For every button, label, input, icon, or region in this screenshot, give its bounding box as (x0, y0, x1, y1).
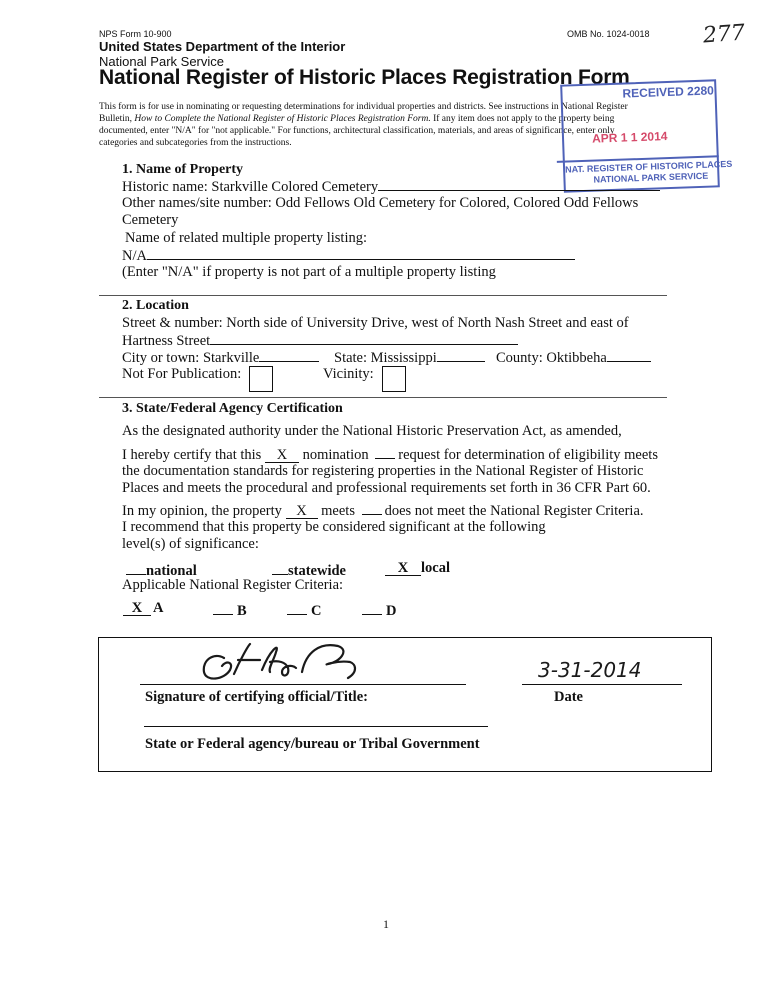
certify-request-blank (375, 446, 395, 459)
level-local (385, 560, 450, 577)
state-text: State: Mississippi (334, 350, 437, 366)
level-national-label: national (146, 563, 197, 579)
multiple-property-line (147, 247, 575, 260)
authority-statement: As the designated authority under the National Historic Preservation Act, as amended, (122, 423, 622, 439)
recommend-line-2: level(s) of significance: (122, 536, 259, 552)
state-line (437, 349, 485, 362)
historic-name (122, 178, 660, 196)
level-national-mark[interactable] (126, 560, 146, 575)
intro-text (99, 101, 628, 149)
section-divider-1 (99, 295, 667, 296)
criteria-d-mark[interactable] (362, 600, 382, 615)
not-for-publication-checkbox[interactable] (249, 366, 273, 392)
street-line-2-text: Hartness Street (122, 333, 211, 349)
multiple-property-note: (Enter "N/A" if property is not part of a multiple property listing (122, 264, 496, 280)
page-number: 1 (383, 917, 389, 931)
intro-line-2 (99, 113, 628, 125)
other-names-line-1: Other names/site number: Odd Fellows Old Cemetery for Colored, Colored Odd Fellows (122, 195, 639, 211)
opinion-meets-text: meets (321, 503, 355, 519)
intro-line-1: This form is for use in nominating or requesting determinations for individual properties and districts. See instructions in National Register (99, 102, 628, 112)
section-3-heading: 3. State/Federal Agency Certification (122, 401, 343, 416)
criteria-c (287, 600, 321, 620)
criteria-d (362, 600, 396, 620)
multiple-property-value (122, 247, 575, 265)
vicinity-label: Vicinity: (323, 366, 374, 382)
intro-bulletin-title: How to Complete the National Register of Historic Places Registration Form. (134, 114, 431, 124)
street-line-2 (122, 332, 518, 350)
county-text: County: Oktibbeha (496, 350, 607, 366)
department-name: United States Department of the Interior (99, 39, 346, 54)
agency-name: National Park Service (99, 54, 224, 69)
level-statewide-mark[interactable] (272, 560, 288, 575)
historic-name-text: Historic name: Starkville Colored Cemetery (122, 179, 379, 195)
certify-nomination-mark: X (265, 448, 299, 463)
stamp-office-line-1: NAT. REGISTER OF HISTORIC PLACES (564, 158, 733, 175)
criteria-c-mark[interactable] (287, 600, 307, 615)
signature-date: 3-31-2014 (538, 658, 642, 682)
intro-line-4: categories and subcategories from the instructions. (99, 138, 292, 148)
certify-pre: I hereby certify that this (122, 447, 262, 463)
other-names-line-2: Cemetery (122, 212, 179, 228)
handwritten-page-number: 277 (702, 20, 746, 49)
level-local-label: local (421, 560, 450, 576)
stamp-date: APR 1 1 2014 (591, 129, 668, 146)
criteria-b-label: B (237, 603, 247, 619)
intro-line-3: documented, enter "N/A" for "not applicable." For functions, architectural classification, materials, and areas of significance, enter only (99, 126, 615, 136)
vicinity-checkbox[interactable] (382, 366, 406, 392)
street-line-blank (210, 332, 518, 345)
agency-line (144, 726, 488, 727)
section-2-heading: 2. Location (122, 298, 189, 313)
certify-nomination-text: nomination (302, 447, 369, 463)
certify-line-1 (122, 446, 658, 464)
stamp-received: RECEIVED 2280 (622, 83, 715, 101)
criteria-c-label: C (311, 603, 322, 619)
city-field (122, 349, 319, 367)
stamp-office-line-2: NATIONAL PARK SERVICE (593, 170, 709, 185)
form-number: NPS Form 10-900 (99, 29, 172, 39)
section-divider-2 (99, 397, 667, 398)
county-field (496, 349, 651, 367)
criteria-b-mark[interactable] (213, 600, 233, 615)
opinion-line (122, 502, 644, 520)
multiple-property-value-text: N/A (122, 248, 147, 264)
not-for-publication-label: Not For Publication: (122, 366, 242, 382)
opinion-not-meet-blank (362, 502, 382, 515)
city-text: City or town: Starkville (122, 350, 260, 366)
criteria-a-mark[interactable]: X (123, 601, 151, 616)
intro-line-2-pre: Bulletin, (99, 114, 135, 124)
criteria-a-label: A (153, 600, 164, 616)
street-line-1: Street & number: North side of University Drive, west of North Nash Street and east of (122, 315, 629, 331)
multiple-property-label: Name of related multiple property listing: (125, 230, 368, 246)
agency-label: State or Federal agency/bureau or Tribal Government (145, 736, 480, 752)
certify-request-text: request for determination of eligibility meets (398, 447, 658, 463)
signature-line (140, 684, 466, 685)
level-statewide-label: statewide (288, 563, 346, 579)
recommend-line-1: I recommend that this property be considered significant at the following (122, 519, 546, 535)
received-stamp (560, 79, 733, 192)
signature-image (190, 638, 370, 688)
intro-line-2-post: If any item does not apply to the property being (430, 114, 615, 124)
city-line (259, 349, 319, 362)
criteria-b (213, 600, 247, 620)
certify-line-3: Places and meets the procedural and professional requirements set forth in 36 CFR Part 60. (122, 480, 651, 496)
omb-number: OMB No. 1024-0018 (567, 29, 650, 39)
opinion-pre: In my opinion, the property (122, 503, 282, 519)
date-label: Date (554, 689, 583, 705)
level-local-mark[interactable]: X (385, 561, 421, 576)
signature-label: Signature of certifying official/Title: (145, 689, 368, 705)
date-line (522, 684, 682, 685)
state-field (334, 349, 485, 367)
section-1-heading: 1. Name of Property (122, 162, 244, 177)
county-line (607, 349, 651, 362)
criteria-d-label: D (386, 603, 397, 619)
historic-name-line (378, 178, 660, 191)
opinion-post: does not meet the National Register Criteria. (384, 503, 644, 519)
opinion-meets-mark: X (286, 504, 318, 519)
criteria-label: Applicable National Register Criteria: (122, 577, 344, 593)
criteria-a (123, 600, 163, 617)
certify-line-2: the documentation standards for registering properties in the National Register of Historic (122, 463, 644, 479)
form-title: National Register of Historic Places Registration Form (99, 66, 630, 89)
